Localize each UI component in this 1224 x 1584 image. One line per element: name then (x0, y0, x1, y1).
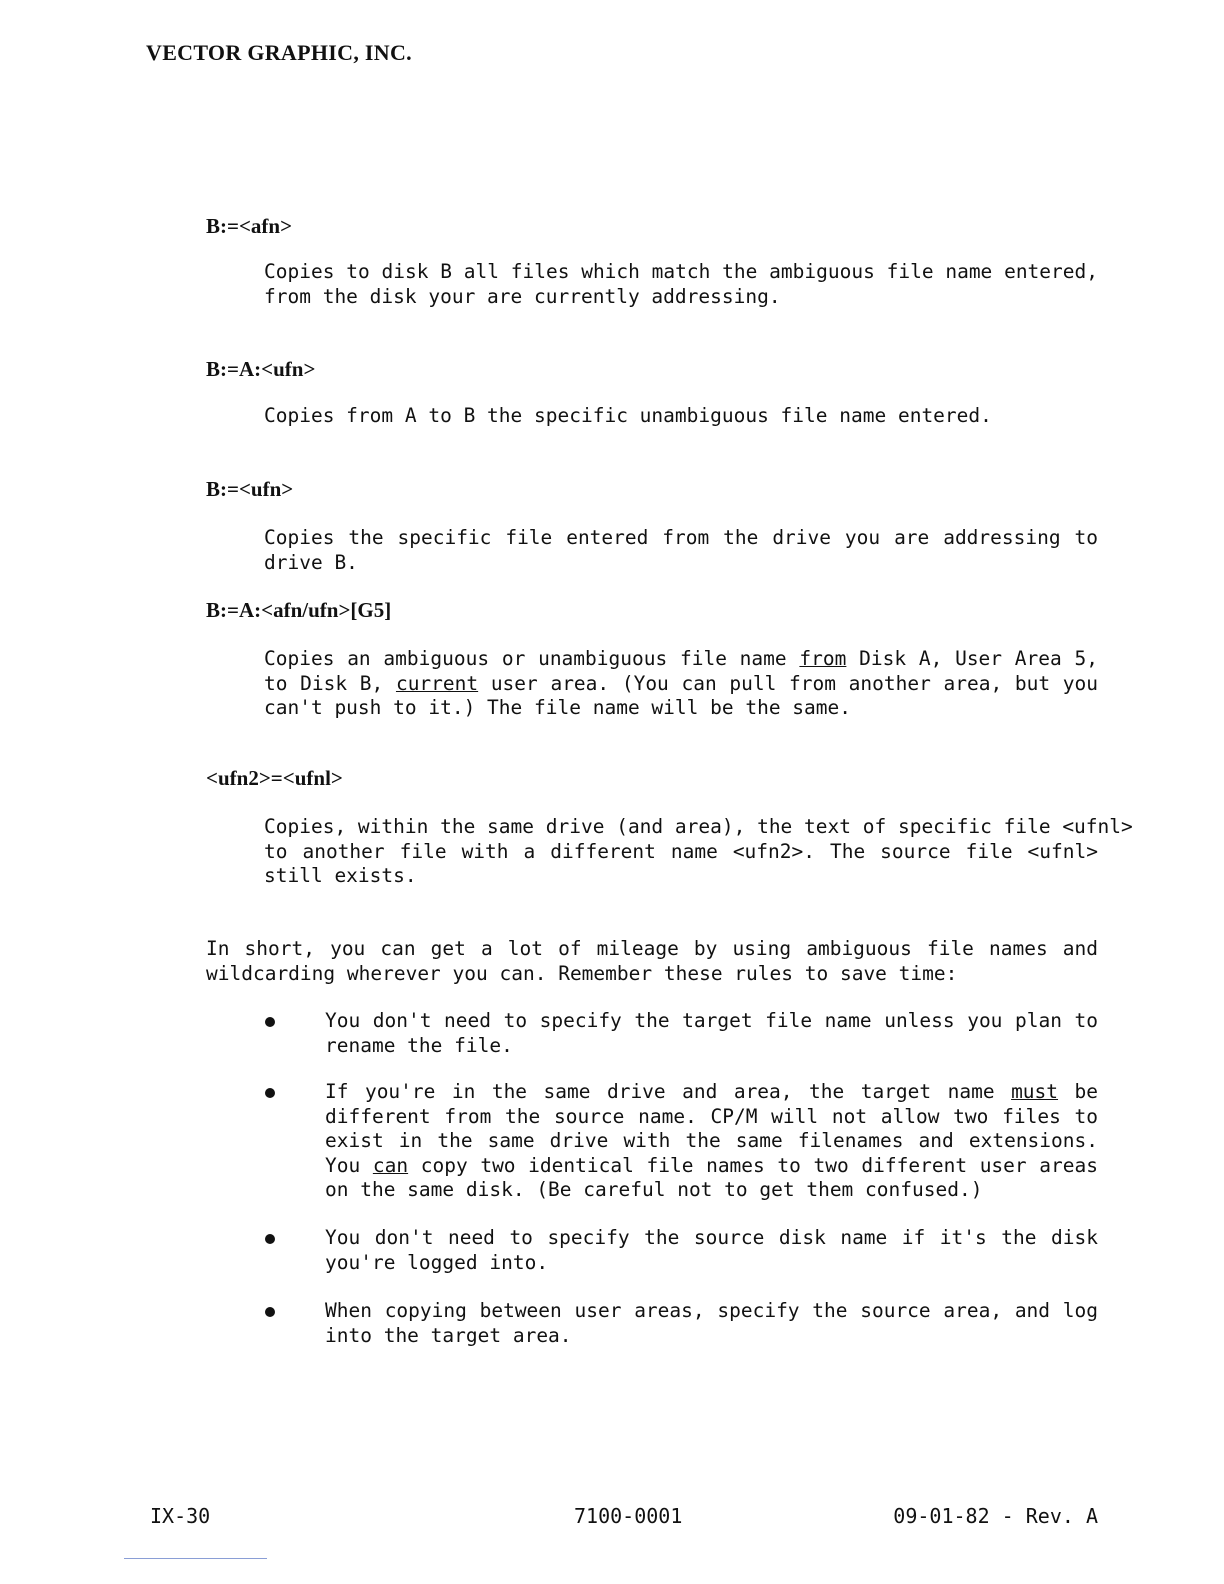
text-run: to Disk B, (264, 671, 396, 695)
bullet-line (325, 1154, 1098, 1179)
bullet-icon (265, 1234, 275, 1244)
description-line: Copies to disk B all files which match the ambiguous file name entered, (264, 260, 1098, 283)
summary-line: wildcarding wherever you can. Remember these rules to save time: (206, 961, 958, 985)
command-description (264, 404, 1098, 429)
document-number: 7100-0001 (574, 1504, 683, 1528)
command-syntax: B:=A:<afn/ufn>[G5] (206, 598, 392, 622)
bullet-line: rename the file. (325, 1033, 513, 1057)
bullet-line: exist in the same drive with the same filenames and extensions. (325, 1129, 1098, 1152)
command-syntax: <ufn2>=<ufnl> (206, 766, 343, 790)
underlined-word: current (395, 671, 479, 695)
text-run: You (325, 1153, 373, 1177)
command-syntax: B:=<ufn> (206, 477, 294, 501)
summary-paragraph (206, 937, 1098, 986)
description-line (264, 647, 1098, 672)
bullet-item (325, 1009, 1098, 1058)
bullet-item (325, 1299, 1098, 1348)
bullet-line: You don't need to specify the source disk name if it's the disk (325, 1226, 1098, 1249)
revision-date: 09-01-82 - Rev. A (893, 1504, 1098, 1528)
description-line: still exists. (264, 864, 417, 887)
bullet-line: When copying between user areas, specify the source area, and log (325, 1299, 1098, 1322)
company-header: VECTOR GRAPHIC, INC. (146, 40, 412, 65)
underlined-word: must (1011, 1080, 1059, 1103)
description-line (264, 672, 1098, 697)
command-description (264, 815, 1133, 889)
description-line: Copies the specific file entered from the drive you are addressing to (264, 526, 1098, 549)
description-line: Copies, within the same drive (and area), the text of specific file <ufnl> (264, 815, 1133, 838)
summary-line: In short, you can get a lot of mileage by using ambiguous file names and (206, 937, 1098, 960)
bullet-icon (265, 1017, 275, 1027)
description-line: to another file with a different name <ufn2>. The source file <ufnl> (264, 839, 1098, 863)
underlined-word: can (372, 1153, 409, 1177)
command-syntax: B:=A:<ufn> (206, 357, 316, 381)
command-description (264, 647, 1098, 721)
bullet-line: you're logged into. (325, 1250, 549, 1274)
bullet-item (325, 1080, 1098, 1203)
text-run: Disk A, User Area 5, (846, 647, 1098, 670)
description-line: Copies from A to B the specific unambiguous file name entered. (264, 404, 992, 427)
bullet-icon (265, 1088, 275, 1098)
description-line: drive B. (264, 550, 358, 574)
command-description (264, 526, 1098, 575)
description-line: from the disk your are currently addressing. (264, 284, 781, 308)
bullet-line: You don't need to specify the target file name unless you plan to (325, 1009, 1098, 1032)
bullet-item (325, 1226, 1098, 1275)
text-run: If you're in the same drive and area, the target name (325, 1080, 1012, 1103)
text-run: Copies an ambiguous or unambiguous file name (264, 647, 800, 670)
footer-divider (124, 1558, 267, 1559)
text-run: copy two identical file names to two different user areas (408, 1153, 1098, 1177)
command-description (264, 260, 1098, 309)
bullet-line: different from the source name. CP/M will not allow two files to (325, 1104, 1098, 1128)
description-line: can't push to it.) The file name will be the same. (264, 696, 851, 719)
text-run: be (1058, 1080, 1098, 1103)
bullet-icon (265, 1307, 275, 1317)
command-syntax: B:=<afn> (206, 214, 293, 238)
bullet-line: into the target area. (325, 1323, 572, 1347)
text-run: user area. (You can pull from another area, but you (478, 671, 1098, 695)
bullet-line (325, 1080, 1098, 1105)
underlined-word: from (799, 647, 847, 670)
page-number: IX-30 (150, 1504, 211, 1528)
bullet-line: on the same disk. (Be careful not to get them confused.) (325, 1178, 983, 1201)
